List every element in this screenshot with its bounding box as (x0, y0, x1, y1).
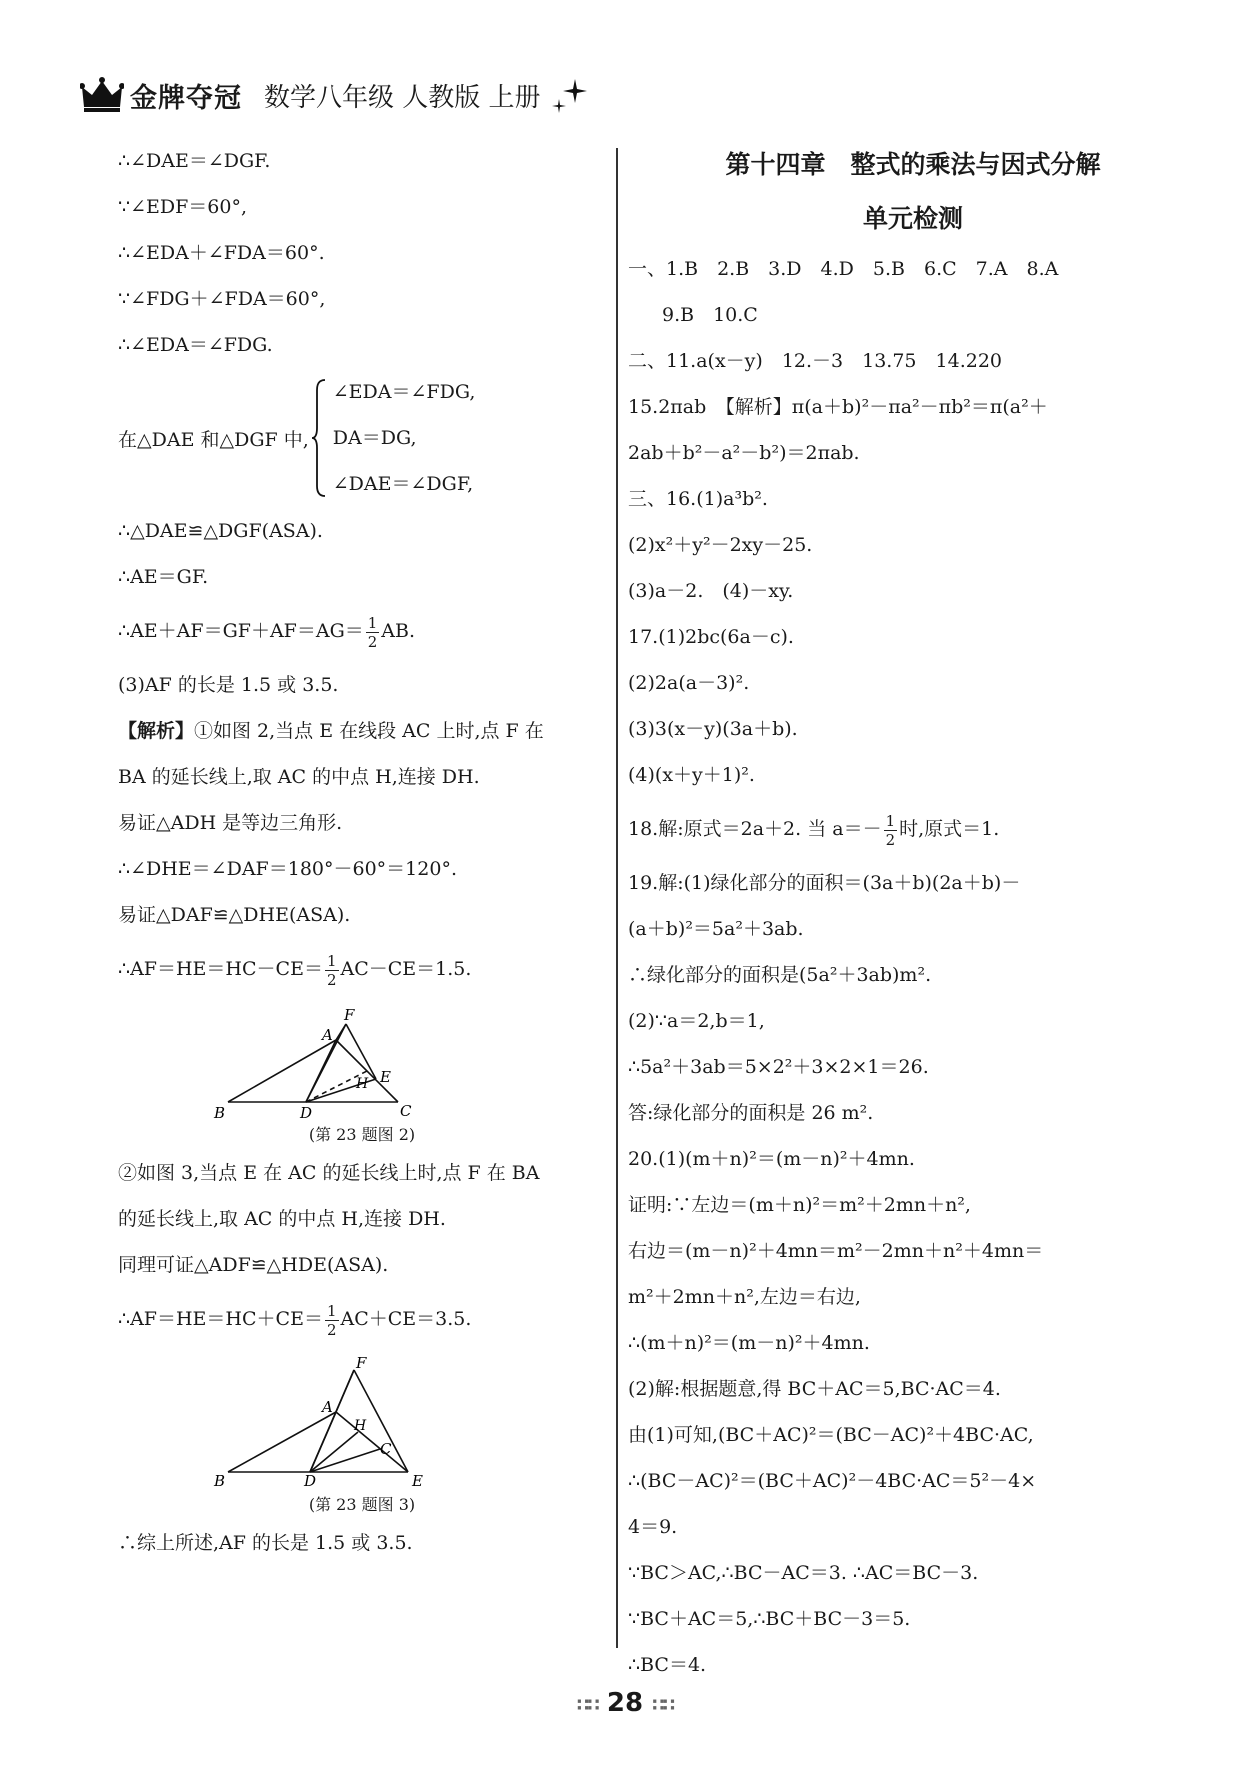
system-line: ∠EDA＝∠FDG, (332, 381, 476, 403)
answer-line: (2)x²＋y²－2xy－25. (628, 534, 813, 556)
system-lines (333, 369, 476, 507)
figure-caption: (第 23 题图 2) (308, 1125, 416, 1144)
dots-decoration-icon: ∷∷ (652, 1695, 674, 1716)
analysis-line: 易证△DAF≌△DHE(ASA). (118, 904, 351, 926)
dots-decoration-icon: ∷∷ (576, 1695, 598, 1716)
analysis-line: 【解析】①如图 2,当点 E 在线段 AC 上时,点 F 在 (118, 720, 544, 742)
answer-line: ∴5a²＋3ab＝5×2²＋3×2×1＝26. (628, 1056, 929, 1078)
equation-system (118, 368, 606, 508)
analysis-line: 同理可证△ADF≌△HDE(ASA). (118, 1254, 389, 1276)
analysis-line: BA 的延长线上,取 AC 的中点 H,连接 DH. (118, 766, 480, 788)
proof-line: ∴∠EDA＝∠FDG. (118, 334, 273, 356)
figure-caption: (第 23 题图 3) (308, 1495, 416, 1514)
point-label-d: D (304, 1472, 317, 1490)
answer-line: 证明:∵左边＝(m＋n)²＝m²＋2mn＋n², (628, 1194, 971, 1216)
page-number: ∷∷ 28 ∷∷ (576, 1688, 674, 1718)
answer-line: (2)解:根据题意,得 BC＋AC＝5,BC·AC＝4. (628, 1378, 1001, 1400)
analysis-label: 【解析】 (118, 720, 195, 742)
proof-line: ∴∠DAE＝∠DGF. (118, 150, 271, 172)
fraction-half: $\frac{1}{2}$ (326, 1301, 337, 1339)
fraction-half: $\frac{1}{2}$ (326, 951, 337, 989)
point-label-c: C (400, 1102, 412, 1120)
answer-line: (3)a－2. (4)－xy. (628, 580, 794, 602)
left-column (118, 138, 606, 1566)
conclusion-line: ∴综上所述,AF 的长是 1.5 或 3.5. (118, 1532, 413, 1554)
system-line: ∠DAE＝∠DGF, (332, 473, 474, 495)
system-line: DA＝DG, (332, 427, 417, 449)
column-divider (616, 148, 618, 1648)
point-label-c: C (380, 1440, 392, 1458)
sparkle-icon (549, 75, 589, 115)
proof-line: ∴△DAE≌△DGF(ASA). (118, 520, 323, 542)
answer-line: 由(1)可知,(BC＋AC)²＝(BC－AC)²＋4BC·AC, (628, 1424, 1034, 1446)
point-label-f: F (344, 1006, 355, 1024)
answer-line: ∵BC＋AC＝5,∴BC＋BC－3＝5. (628, 1608, 911, 1630)
answer-line: 15.2πab 【解析】π(a＋b)²－πa²－πb²＝π(a²＋ (628, 396, 1048, 418)
point-label-a: A (322, 1398, 333, 1416)
proof-line: ∵∠EDF＝60°, (118, 196, 248, 218)
answer-line: 二、11.a(x－y) 12.－3 13.75 14.220 (628, 350, 1002, 372)
point-label-b: B (214, 1104, 226, 1120)
system-prefix: 在△DAE 和△DGF 中, (118, 428, 309, 451)
answer-line: 4＝9. (628, 1516, 678, 1538)
point-label-a: A (322, 1026, 333, 1044)
page-header (80, 70, 589, 120)
answer-line: (3)3(x－y)(3a＋b). (628, 718, 798, 740)
book-title: 数学八年级 人教版 上册 (264, 82, 541, 113)
proof-line: ∵∠FDG＋∠FDA＝60°, (118, 288, 326, 310)
answer-line: (3)AF 的长是 1.5 或 3.5. (118, 674, 339, 696)
geometry-figure-3 (118, 1350, 606, 1490)
answer-line: 17.(1)2bc(6a－c). (628, 626, 794, 648)
answer-line: 一、1.B 2.B 3.D 4.D 5.B 6.C 7.A 8.A (628, 258, 1059, 280)
analysis-line-fraction: ∴AF＝HE＝HC－CE＝ $\frac{1}{2}$ AC－CE＝1.5. (118, 951, 472, 989)
answer-line: 右边＝(m－n)²＋4mn＝m²－2mn＋n²＋4mn＝ (628, 1240, 1044, 1262)
answer-line: (2)2a(a－3)². (628, 672, 750, 694)
answer-line: 答:绿化部分的面积是 26 m². (628, 1102, 874, 1124)
analysis-line: ∴∠DHE＝∠DAF＝180°－60°＝120°. (118, 858, 457, 880)
answer-line: 9.B 10.C (662, 304, 758, 326)
proof-line: ∴AE＝GF. (118, 566, 209, 588)
crown-icon (80, 77, 124, 113)
answer-line: ∴(BC－AC)²＝(BC＋AC)²－4BC·AC＝5²－4× (628, 1470, 1037, 1492)
answer-line: (4)(x＋y＋1)². (628, 764, 755, 786)
point-label-e: E (412, 1472, 423, 1490)
chapter-title: 第十四章 整式的乘法与因式分解 (725, 150, 1101, 179)
fraction-half: $\frac{1}{2}$ (885, 811, 896, 849)
point-label-d: D (300, 1104, 313, 1120)
point-label-h: H (354, 1418, 367, 1434)
analysis-line-fraction: ∴AF＝HE＝HC＋CE＝ $\frac{1}{2}$ AC＋CE＝3.5. (118, 1301, 472, 1339)
point-label-b: B (214, 1472, 226, 1490)
analysis-line: ②如图 3,当点 E 在 AC 的延长线上时,点 F 在 BA (118, 1162, 540, 1184)
answer-line: 19.解:(1)绿化部分的面积＝(3a＋b)(2a＋b)－ (628, 872, 1021, 894)
brace-icon (311, 378, 327, 498)
point-label-e: E (380, 1068, 391, 1086)
analysis-line: 的延长线上,取 AC 的中点 H,连接 DH. (118, 1208, 446, 1230)
right-column (628, 138, 1158, 1688)
point-label-h: H (356, 1076, 369, 1092)
answer-line: m²＋2mn＋n²,左边＝右边, (628, 1286, 861, 1308)
answer-line: 20.(1)(m＋n)²＝(m－n)²＋4mn. (628, 1148, 915, 1170)
analysis-line: 易证△ADH 是等边三角形. (118, 812, 343, 834)
brand-logo-text: 金牌夺冠 (130, 82, 242, 114)
answer-line: 2ab＋b²－a²－b²)＝2πab. (628, 442, 860, 464)
answer-line: ∴BC＝4. (628, 1654, 707, 1676)
answer-line: ∵BC＞AC,∴BC－AC＝3. ∴AC＝BC－3. (628, 1562, 979, 1584)
proof-line-fraction: ∴AE＋AF＝GF＋AF＝AG＝ $\frac{1}{2}$ AB. (118, 613, 416, 651)
answer-line: 三、16.(1)a³b². (628, 488, 768, 510)
proof-line: ∴∠EDA＋∠FDA＝60°. (118, 242, 325, 264)
answer-line: (2)∵a＝2,b＝1, (628, 1010, 765, 1032)
answer-line-fraction: 18.解:原式＝2a＋2. 当 a＝－ $\frac{1}{2}$ 时,原式＝1. (628, 811, 1000, 849)
point-label-f: F (356, 1354, 367, 1372)
answer-line: ∴绿化部分的面积是(5a²＋3ab)m². (628, 964, 932, 986)
answer-line: (a＋b)²＝5a²＋3ab. (628, 918, 804, 940)
geometry-figure-2 (118, 1000, 606, 1120)
fraction-half: $\frac{1}{2}$ (367, 613, 378, 651)
section-title: 单元检测 (862, 204, 963, 233)
answer-line: ∴(m＋n)²＝(m－n)²＋4mn. (628, 1332, 870, 1354)
